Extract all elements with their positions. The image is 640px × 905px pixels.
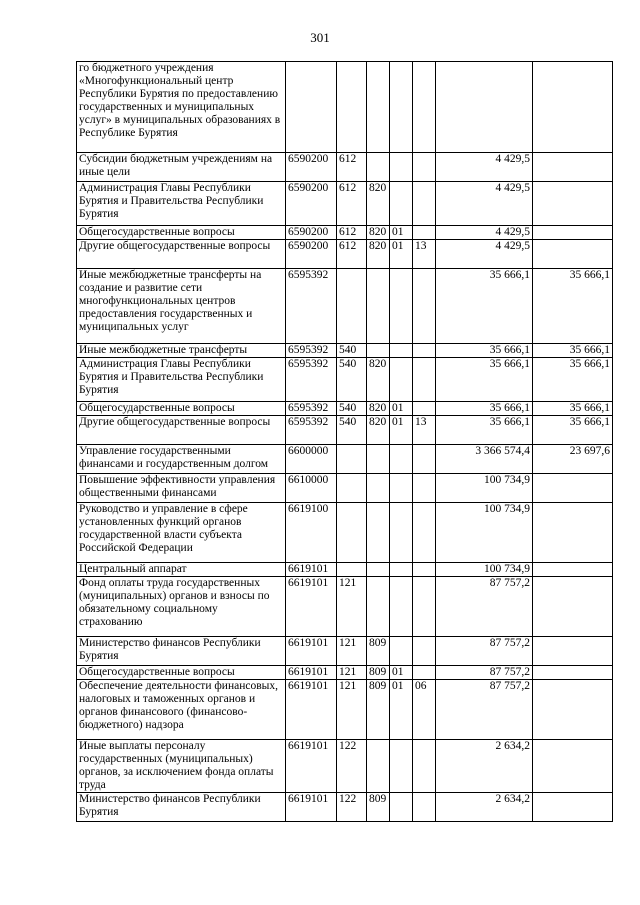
cell-grbs: 820 xyxy=(367,402,390,416)
cell-grbs: 820 xyxy=(367,226,390,240)
cell-pr: 06 xyxy=(413,680,436,740)
cell-grbs: 820 xyxy=(367,182,390,226)
cell-sum-total: 87 757,2 xyxy=(436,666,533,680)
cell-rz xyxy=(390,577,413,637)
cell-sum-total: 87 757,2 xyxy=(436,577,533,637)
cell-csr: 6590200 xyxy=(286,153,337,182)
cell-sum-total: 35 666,1 xyxy=(436,344,533,358)
cell-pr xyxy=(413,153,436,182)
cell-rz xyxy=(390,344,413,358)
table-row xyxy=(77,416,613,445)
cell-vr: 121 xyxy=(337,666,367,680)
cell-sum-total: 4 429,5 xyxy=(436,226,533,240)
cell-name: Другие общегосударственные вопросы xyxy=(77,240,286,269)
cell-pr: 13 xyxy=(413,240,436,269)
cell-name: го бюджетного учреждения «Многофункциональный центр Республики Бурятия по предоставлению государственных и муниципальных услуг» в муниципальных образованиях в Республике Бурятия xyxy=(77,62,286,153)
cell-name: Иные межбюджетные трансферты xyxy=(77,344,286,358)
cell-vr: 121 xyxy=(337,680,367,740)
cell-pr xyxy=(413,182,436,226)
cell-name: Общегосударственные вопросы xyxy=(77,666,286,680)
cell-sum-total: 3 366 574,4 xyxy=(436,445,533,474)
page-number: 301 xyxy=(310,30,330,45)
cell-sum-total: 35 666,1 xyxy=(436,402,533,416)
cell-grbs xyxy=(367,740,390,793)
cell-csr: 6600000 xyxy=(286,445,337,474)
table-row xyxy=(77,358,613,402)
cell-sum-total: 100 734,9 xyxy=(436,474,533,503)
table-row xyxy=(77,680,613,740)
cell-rz xyxy=(390,269,413,344)
cell-name: Министерство финансов Республики Бурятия xyxy=(77,637,286,666)
cell-sum-total: 100 734,9 xyxy=(436,503,533,563)
cell-csr: 6610000 xyxy=(286,474,337,503)
cell-vr: 612 xyxy=(337,226,367,240)
cell-sum-total: 4 429,5 xyxy=(436,240,533,269)
cell-name: Иные межбюджетные трансферты на создание и развитие сети многофункциональных центров предоставления государственных и муниципальных услуг xyxy=(77,269,286,344)
cell-pr xyxy=(413,503,436,563)
table-row xyxy=(77,445,613,474)
cell-rz: 01 xyxy=(390,226,413,240)
cell-vr xyxy=(337,62,367,153)
cell-sum-total: 87 757,2 xyxy=(436,637,533,666)
cell-sum-federal: 23 697,6 xyxy=(533,445,613,474)
cell-name: Общегосударственные вопросы xyxy=(77,402,286,416)
cell-rz xyxy=(390,793,413,822)
cell-sum-federal xyxy=(533,793,613,822)
cell-sum-federal xyxy=(533,226,613,240)
cell-vr xyxy=(337,503,367,563)
cell-name: Администрация Главы Республики Бурятия и Правительства Республики Бурятия xyxy=(77,182,286,226)
cell-vr: 612 xyxy=(337,182,367,226)
cell-sum-federal xyxy=(533,240,613,269)
cell-vr xyxy=(337,445,367,474)
cell-vr: 122 xyxy=(337,740,367,793)
cell-sum-federal: 35 666,1 xyxy=(533,416,613,445)
cell-vr: 121 xyxy=(337,577,367,637)
cell-pr xyxy=(413,740,436,793)
cell-name: Иные выплаты персоналу государственных (муниципальных) органов, за исключением фонда оплаты труда xyxy=(77,740,286,793)
cell-csr: 6595392 xyxy=(286,416,337,445)
cell-csr: 6619101 xyxy=(286,666,337,680)
cell-rz xyxy=(390,358,413,402)
cell-vr xyxy=(337,563,367,577)
cell-grbs xyxy=(367,563,390,577)
cell-sum-federal xyxy=(533,680,613,740)
cell-name: Другие общегосударственные вопросы xyxy=(77,416,286,445)
cell-pr: 13 xyxy=(413,416,436,445)
cell-csr: 6619100 xyxy=(286,503,337,563)
cell-grbs xyxy=(367,474,390,503)
cell-sum-total: 35 666,1 xyxy=(436,416,533,445)
cell-grbs: 820 xyxy=(367,416,390,445)
cell-pr xyxy=(413,269,436,344)
cell-pr xyxy=(413,358,436,402)
cell-vr: 122 xyxy=(337,793,367,822)
table-row xyxy=(77,666,613,680)
cell-grbs xyxy=(367,503,390,563)
cell-rz xyxy=(390,62,413,153)
cell-csr: 6595392 xyxy=(286,269,337,344)
cell-pr xyxy=(413,577,436,637)
table-row xyxy=(77,269,613,344)
cell-rz: 01 xyxy=(390,680,413,740)
cell-sum-total: 2 634,2 xyxy=(436,793,533,822)
table-row xyxy=(77,226,613,240)
cell-sum-federal xyxy=(533,62,613,153)
cell-sum-total: 35 666,1 xyxy=(436,269,533,344)
cell-csr: 6590200 xyxy=(286,226,337,240)
cell-pr xyxy=(413,563,436,577)
cell-vr: 612 xyxy=(337,240,367,269)
cell-vr: 540 xyxy=(337,402,367,416)
cell-pr xyxy=(413,793,436,822)
cell-sum-federal xyxy=(533,474,613,503)
cell-grbs xyxy=(367,153,390,182)
cell-grbs xyxy=(367,269,390,344)
cell-name: Администрация Главы Республики Бурятия и Правительства Республики Бурятия xyxy=(77,358,286,402)
cell-csr: 6595392 xyxy=(286,402,337,416)
cell-pr xyxy=(413,637,436,666)
cell-grbs: 820 xyxy=(367,240,390,269)
cell-rz xyxy=(390,153,413,182)
cell-name: Субсидии бюджетным учреждениям на иные цели xyxy=(77,153,286,182)
table-row xyxy=(77,344,613,358)
table-row xyxy=(77,740,613,793)
cell-rz: 01 xyxy=(390,416,413,445)
cell-rz xyxy=(390,474,413,503)
cell-sum-federal xyxy=(533,666,613,680)
cell-csr: 6595392 xyxy=(286,344,337,358)
cell-rz xyxy=(390,563,413,577)
cell-name: Руководство и управление в сфере установленных функций органов государственной власти субъекта Российской Федерации xyxy=(77,503,286,563)
cell-grbs xyxy=(367,344,390,358)
cell-name: Фонд оплаты труда государственных (муниципальных) органов и взносы по обязательному социальному страхованию xyxy=(77,577,286,637)
cell-grbs: 809 xyxy=(367,666,390,680)
cell-sum-federal xyxy=(533,740,613,793)
cell-pr xyxy=(413,666,436,680)
cell-grbs xyxy=(367,62,390,153)
cell-name: Повышение эффективности управления общественными финансами xyxy=(77,474,286,503)
cell-sum-federal xyxy=(533,153,613,182)
cell-vr xyxy=(337,269,367,344)
cell-sum-total: 87 757,2 xyxy=(436,680,533,740)
cell-sum-total xyxy=(436,62,533,153)
cell-name: Министерство финансов Республики Бурятия xyxy=(77,793,286,822)
cell-sum-federal xyxy=(533,577,613,637)
cell-grbs: 820 xyxy=(367,358,390,402)
cell-sum-total: 2 634,2 xyxy=(436,740,533,793)
cell-sum-federal xyxy=(533,637,613,666)
cell-rz xyxy=(390,182,413,226)
cell-pr xyxy=(413,445,436,474)
table-row xyxy=(77,637,613,666)
cell-csr: 6619101 xyxy=(286,563,337,577)
table-row xyxy=(77,577,613,637)
cell-rz: 01 xyxy=(390,402,413,416)
cell-sum-total: 100 734,9 xyxy=(436,563,533,577)
cell-sum-federal xyxy=(533,182,613,226)
cell-pr xyxy=(413,474,436,503)
cell-grbs: 809 xyxy=(367,637,390,666)
table-row xyxy=(77,182,613,226)
cell-name: Управление государственными финансами и государственным долгом xyxy=(77,445,286,474)
cell-csr: 6619101 xyxy=(286,740,337,793)
table-row xyxy=(77,563,613,577)
cell-sum-total: 35 666,1 xyxy=(436,358,533,402)
cell-csr: 6619101 xyxy=(286,637,337,666)
cell-vr: 612 xyxy=(337,153,367,182)
cell-csr: 6619101 xyxy=(286,577,337,637)
table-row xyxy=(77,153,613,182)
cell-pr xyxy=(413,62,436,153)
cell-rz xyxy=(390,503,413,563)
table-body xyxy=(77,62,613,822)
cell-csr: 6595392 xyxy=(286,358,337,402)
cell-vr: 540 xyxy=(337,358,367,402)
table-row xyxy=(77,503,613,563)
cell-vr: 540 xyxy=(337,344,367,358)
cell-name: Центральный аппарат xyxy=(77,563,286,577)
cell-sum-total: 4 429,5 xyxy=(436,182,533,226)
cell-csr: 6590200 xyxy=(286,182,337,226)
cell-name: Обеспечение деятельности финансовых, налоговых и таможенных органов и органов финансового (финансово-бюджетного) надзора xyxy=(77,680,286,740)
cell-sum-federal xyxy=(533,503,613,563)
cell-name: Общегосударственные вопросы xyxy=(77,226,286,240)
cell-pr xyxy=(413,226,436,240)
table-row xyxy=(77,402,613,416)
cell-grbs: 809 xyxy=(367,793,390,822)
budget-table xyxy=(76,61,613,822)
cell-csr: 6619101 xyxy=(286,793,337,822)
cell-csr: 6619101 xyxy=(286,680,337,740)
cell-pr xyxy=(413,344,436,358)
cell-rz: 01 xyxy=(390,240,413,269)
cell-vr xyxy=(337,474,367,503)
cell-csr xyxy=(286,62,337,153)
cell-sum-federal: 35 666,1 xyxy=(533,269,613,344)
cell-grbs xyxy=(367,445,390,474)
cell-rz xyxy=(390,445,413,474)
cell-sum-federal: 35 666,1 xyxy=(533,344,613,358)
table-row xyxy=(77,240,613,269)
cell-sum-federal xyxy=(533,563,613,577)
table-row xyxy=(77,474,613,503)
cell-grbs: 809 xyxy=(367,680,390,740)
table-row xyxy=(77,793,613,822)
cell-sum-total: 4 429,5 xyxy=(436,153,533,182)
cell-csr: 6590200 xyxy=(286,240,337,269)
cell-rz xyxy=(390,740,413,793)
cell-rz: 01 xyxy=(390,666,413,680)
cell-sum-federal: 35 666,1 xyxy=(533,402,613,416)
cell-sum-federal: 35 666,1 xyxy=(533,358,613,402)
cell-vr: 121 xyxy=(337,637,367,666)
cell-vr: 540 xyxy=(337,416,367,445)
table-row xyxy=(77,62,613,153)
cell-rz xyxy=(390,637,413,666)
cell-pr xyxy=(413,402,436,416)
cell-grbs xyxy=(367,577,390,637)
